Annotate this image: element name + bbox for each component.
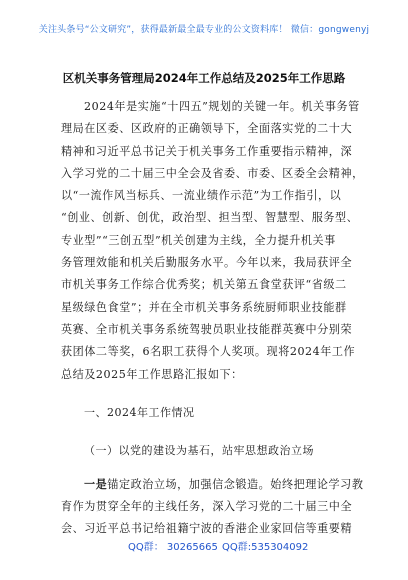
paragraph-line [61,474,364,496]
paragraph-line: 总结及2025年工作思路汇报如下： [61,367,243,381]
paragraph-line: 育作为贯穿全年的主线任务，深入学习党的二十届三中全 [61,500,353,514]
paragraph-line-text: 锚定政治立场，加强信念锻造。始终把理论学习教 [107,477,364,491]
paragraph-line: 获团体二等奖，6名职工获得个人奖项。现将2024年工作 [61,345,356,359]
paragraph-line: “创业、创新、创优，政治型、担当型、智慧型、服务型、 [61,211,359,225]
section-heading: 一、2024年工作情况 [84,405,195,419]
footer-qq-group-2: QQ群:535304092 [222,542,309,553]
paragraph-line: 理局在区委、区政府的正确领导下，全面落实党的二十大 [61,122,353,136]
paragraph-line: 英赛、全市机关事务系统驾驶员职业技能群英赛中分别荣 [61,322,353,336]
paragraph-line: 以“一流作风当标兵、一流业绩作示范”为工作指引，以 [61,189,342,203]
paragraph-line: 精神和习近平总书记关于机关事务工作重要指示精神，深 [61,144,353,158]
paragraph-line: 2024年是实施“十四五”规划的关键一年。机关事务管 [84,100,360,113]
paragraph-line: 务管理效能和机关后勤服务水平。今年以来，我局获评全 [61,256,353,270]
footer-qq-group-1: QQ群： 30265665 [128,542,218,553]
subsection-heading: （一）以党的建设为基石，站牢思想政治立场 [84,443,314,457]
paragraph-line: 入学习党的二十届三中全会及省委、市委、区委全会精神， [61,166,364,180]
intro-paragraph [61,96,364,386]
document-title: 区机关事务管理局2024年工作总结及2025年工作思路 [62,71,346,85]
paragraph-line: 星级绿色食堂”；并在全市机关事务系统厨师职业技能群 [61,300,347,314]
paragraph-line: 会、习近平总书记给祖籍宁波的香港企业家回信等重要精 [61,522,353,536]
header-banner: 关注头条号“公文研究”，获得最新最全最专业的公文资料库！ 微信：gongwenyj [38,25,370,35]
paragraph-line: 市机关事务工作综合优秀奖；机关第五食堂获评“省级二 [61,278,347,292]
paragraph-line: 专业型”“三创五型”机关创建为主线，全力提升机关事 [61,233,336,247]
document-body [61,96,364,541]
paragraph-two [61,474,364,541]
lead-phrase: 一是 [84,477,108,491]
